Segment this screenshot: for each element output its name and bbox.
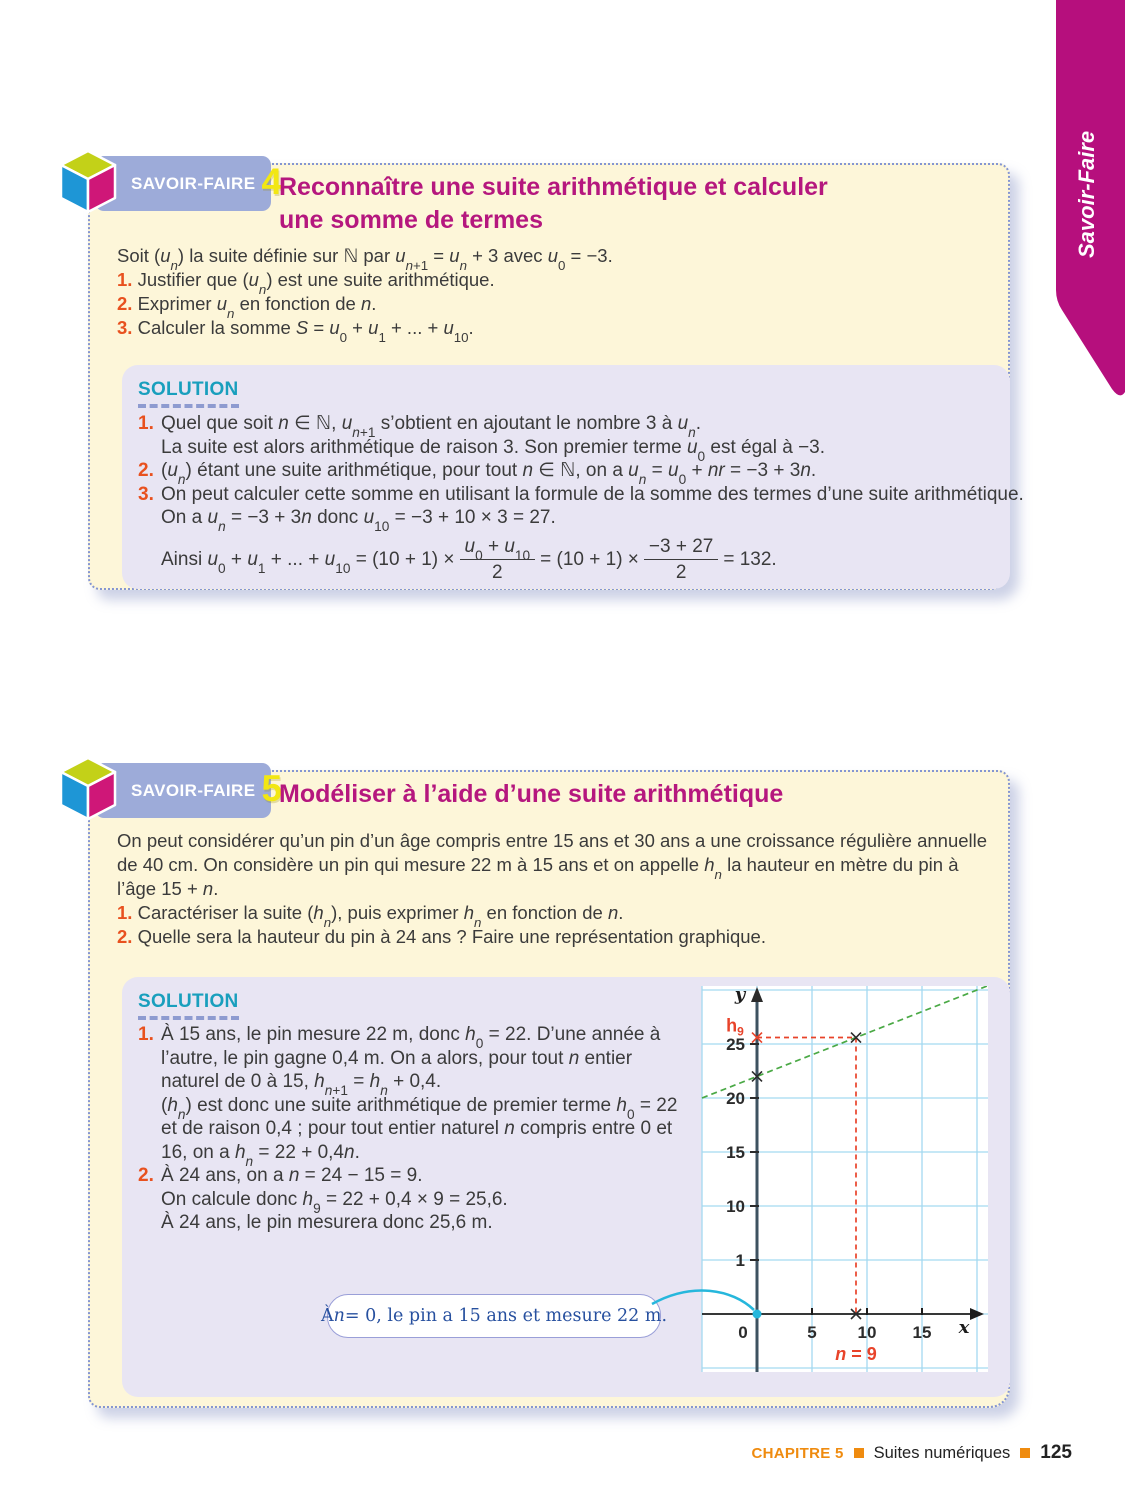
fraction: [644, 535, 718, 585]
section4-solution-text: [138, 412, 1024, 585]
section4-title: [279, 171, 828, 237]
badge-label: [95, 156, 283, 211]
svg-text:10: 10: [857, 1323, 877, 1342]
question-item: [117, 316, 999, 346]
question-item: [117, 925, 999, 949]
question-text: Calculer la somme $S = u_0 + u_1$ + ... + $u_{10}$.: [137, 317, 474, 346]
section4-statement: [117, 244, 999, 346]
question-text: Justifier que $(u_n)$ est une suite arithmétique.: [137, 269, 495, 298]
solution-line: Quel que soit n ∈ ℕ, $u_{n+1}$ s’obtient en ajoutant le nombre 3 à $u_n$.: [161, 413, 702, 441]
question-item: [117, 292, 999, 322]
formula-prefix: Ainsi $u_0 + u_1$ + ... + $u_{10} = (10 + 1)$ ×: [161, 548, 455, 576]
section5-title-line1: Modéliser à l’aide d’une suite arithmétique: [279, 780, 784, 808]
solution-line: À 24 ans, le pin mesurera donc 25,6 m.: [161, 1212, 493, 1233]
solution-item: [138, 412, 996, 464]
svg-text:y: y: [734, 986, 746, 1005]
svg-text:h9: $h_9$: [726, 1015, 744, 1039]
item-number: 3.: [138, 483, 154, 505]
solution-paragraph: $(h_n)$ est donc une suite arithmétique de premier terme $h_0 = 22$ et de raison 0,4 ; pour tout entier naturel n compris entre 0 et 16, on a $h_n = 22 + 0,4n$.: [161, 1094, 678, 1169]
section5-solution-box: [122, 977, 1010, 1397]
section5-intro: On peut considérer qu’un pin d’un âge compris entre 15 ans et 30 ans a une croissance régulière annuelle de 40 cm. On considère un pin qui mesure 22 m à 15 ans et on appelle $h_n$ la hauteur en mètre du pin à l’âge 15 + n.: [117, 830, 988, 899]
svg-text:0: 0: [738, 1323, 748, 1342]
section5-title: [279, 778, 783, 811]
footer-topic: Suites numériques: [873, 1443, 1011, 1462]
note-bubble: À n = 0, le pin a 15 ans et mesure 22 m.: [327, 1294, 661, 1338]
svg-text:15: 15: [726, 1143, 745, 1162]
svg-text:20: 20: [726, 1089, 745, 1108]
page-footer: [751, 1442, 1072, 1464]
side-tab-savoir-faire: [1048, 0, 1125, 400]
question-text: Caractériser la suite $(h_n)$, puis exprimer $h_n$ en fonction de n.: [137, 902, 624, 931]
fraction-denominator: 2: [492, 562, 503, 583]
item-number: 1.: [138, 1024, 154, 1045]
section4-solution-box: [122, 365, 1024, 589]
item-number: 2.: [138, 460, 154, 481]
question-number: 3.: [117, 317, 133, 338]
question-number: 2.: [117, 293, 133, 314]
footer-chapter: CHAPITRE 5: [751, 1444, 844, 1462]
solution-heading: SOLUTION: [138, 379, 239, 408]
section5-statement: [117, 829, 999, 949]
svg-text:25: 25: [726, 1035, 745, 1054]
solution-item: [138, 483, 1024, 585]
question-text: Quelle sera la hauteur du pin à 24 ans ? Faire une représentation graphique.: [137, 926, 766, 947]
savoir-faire-5-badge: [57, 755, 292, 825]
sum-formula: [161, 535, 996, 585]
solution-paragraph: À 15 ans, le pin mesure 22 m, donc $h_0 = 22$. D’une année à l’autre, le pin gagne 0,4 m. On a alors, pour tout n entier naturel de 0 à 15, $h_{n+1} = h_n + 0,4$.: [161, 1024, 661, 1099]
cube-logo-icon: [57, 148, 119, 218]
solution-item: [138, 459, 996, 488]
badge-title: SAVOIR-FAIRE: [131, 173, 256, 193]
badge-number: 5: [261, 768, 283, 809]
fraction-numerator: −3 + 27: [644, 535, 718, 561]
fraction: [460, 535, 536, 585]
solution-line: On a $u_n = -3 + 3n$ donc $u_{10} = -3 + 10 \times 3 = 27$.: [161, 507, 556, 535]
solution-heading: SOLUTION: [138, 991, 239, 1020]
item-number: 1.: [138, 413, 154, 434]
section4-title-line1: Reconnaître une suite arithmétique et calculer: [279, 173, 828, 201]
svg-text:15: 15: [912, 1323, 932, 1342]
footer-separator-square: [854, 1448, 864, 1458]
savoir-faire-4-section: [88, 161, 1024, 590]
question-number: 1.: [117, 269, 133, 290]
cube-logo-icon: [57, 755, 119, 825]
footer-separator-square: [1020, 1448, 1030, 1458]
badge-label: [95, 763, 283, 818]
solution-line: La suite est alors arithmétique de raison 3. Son premier terme $u_0$ est égal à −3.: [161, 436, 826, 464]
svg-text:5: 5: [807, 1323, 817, 1342]
badge-title: SAVOIR-FAIRE: [131, 780, 256, 800]
formula-suffix: = 132.: [723, 548, 777, 570]
growth-graph: [592, 986, 998, 1372]
question-item: [117, 901, 999, 931]
solution-line: On calcule donc $h_9 = 22 + 0,4 \times 9 = 25,6$.: [161, 1188, 508, 1216]
fraction-denominator: 2: [675, 562, 687, 583]
side-tab-label: Savoir-Faire: [1074, 130, 1099, 258]
svg-text:x: x: [958, 1317, 970, 1338]
solution-line: $(u_n)$ étant une suite arithmétique, pour tout n ∈ ℕ, on a $u_n = u_0$ + nr = −3 + 3n.: [161, 460, 817, 488]
svg-text:1: 1: [735, 1251, 745, 1270]
section4-intro: Soit $(u_n)$ la suite définie sur ℕ par $u_{n+1} = u_n + 3$ avec $u_0 = -3$.: [117, 245, 613, 274]
footer-page-number: 125: [1040, 1442, 1072, 1463]
formula-middle: = (10 + 1) ×: [540, 548, 639, 570]
solution-line: On peut calculer cette somme en utilisant la formule de la somme des termes d’une suite arithmétique.: [161, 483, 1024, 505]
savoir-faire-5-section: [88, 770, 1010, 1408]
fraction-numerator: $u_0 + u_{10}$: [460, 535, 536, 561]
svg-text:n = 9: n = 9: [835, 1344, 877, 1364]
question-text: Exprimer $u_n$ en fonction de n.: [137, 293, 377, 322]
savoir-faire-4-badge: [57, 148, 292, 218]
solution-line: À 24 ans, on a n = 24 − 15 = 9.: [161, 1165, 423, 1186]
question-number: 2.: [117, 926, 133, 947]
item-number: 2.: [138, 1165, 154, 1186]
question-number: 1.: [117, 902, 133, 923]
svg-text:10: 10: [726, 1197, 745, 1216]
section4-title-line2: une somme de termes: [279, 206, 543, 234]
badge-number: 4: [261, 161, 283, 202]
